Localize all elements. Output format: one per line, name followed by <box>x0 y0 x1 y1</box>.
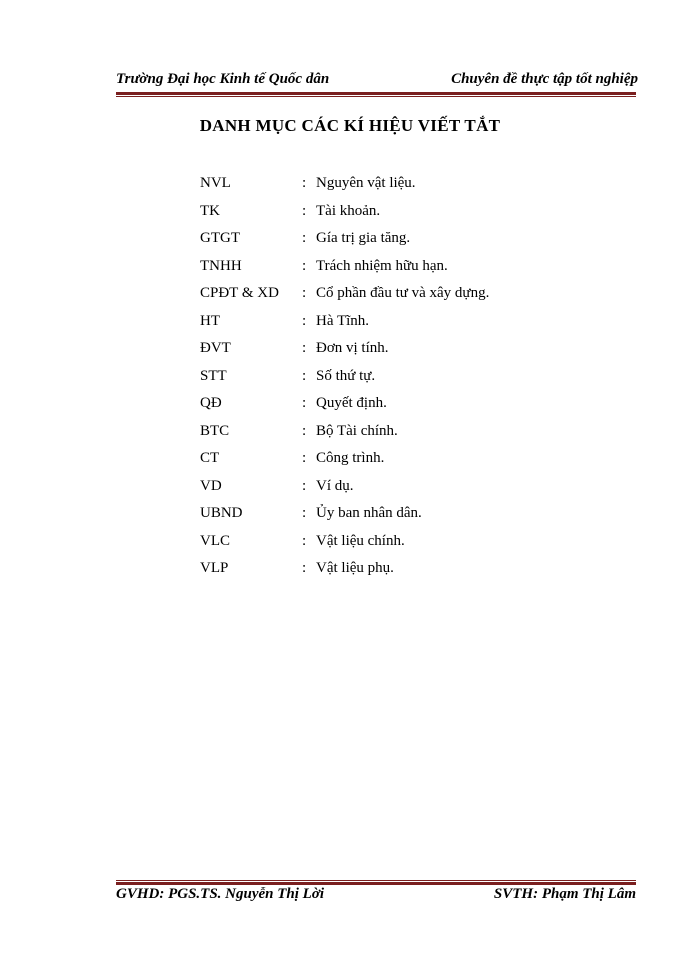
abbreviation-code: UBND <box>200 505 243 521</box>
abbreviation-meaning: Bộ Tài chính. <box>316 422 398 439</box>
abbreviation-code: TK <box>200 202 220 219</box>
abbreviation-separator: : <box>302 477 307 494</box>
abbreviation-row <box>200 475 620 503</box>
header-rule-thick <box>116 92 636 95</box>
header-report-type: Chuyên đề thực tập tốt nghiệp <box>451 71 638 87</box>
abbreviation-separator: : <box>302 257 307 274</box>
abbreviation-meaning: Công trình. <box>316 450 385 466</box>
abbreviation-separator: : <box>302 230 307 246</box>
abbreviation-meaning: Trách nhiệm hữu hạn. <box>316 257 448 274</box>
header-rule-thin <box>116 96 636 97</box>
abbreviation-row <box>200 447 620 475</box>
abbreviation-row <box>200 200 620 228</box>
abbreviation-list <box>200 172 620 585</box>
header-university: Trường Đại học Kinh tế Quốc dân <box>116 71 330 87</box>
abbreviation-code: ĐVT <box>200 340 231 356</box>
footer-supervisor: GVHD: PGS.TS. Nguyễn Thị Lời <box>116 886 325 902</box>
abbreviation-meaning: Nguyên vật liệu. <box>316 175 416 191</box>
abbreviation-row <box>200 420 620 448</box>
abbreviation-meaning: Số thứ tự. <box>316 367 376 384</box>
abbreviation-separator: : <box>302 340 307 356</box>
page-footer <box>116 886 636 906</box>
abbreviation-meaning: Đơn vị tính. <box>316 340 389 356</box>
abbreviation-meaning: Tài khoản. <box>316 202 381 219</box>
abbreviation-meaning: Ví dụ. <box>316 477 354 494</box>
abbreviation-separator: : <box>302 202 307 219</box>
abbreviation-meaning: Vật liệu chính. <box>316 532 405 549</box>
abbreviation-separator: : <box>302 422 307 439</box>
abbreviation-separator: : <box>302 285 307 301</box>
abbreviation-code: GTGT <box>200 230 240 246</box>
abbreviation-row <box>200 530 620 558</box>
abbreviation-separator: : <box>302 450 307 466</box>
abbreviation-code: VLP <box>200 560 229 576</box>
footer-rule-thin <box>116 880 636 881</box>
abbreviation-row <box>200 227 620 255</box>
abbreviation-meaning: Cổ phần đầu tư và xây dựng. <box>316 285 490 301</box>
abbreviation-meaning: Quyết định. <box>316 395 387 411</box>
footer-student: SVTH: Phạm Thị Lâm <box>493 886 636 902</box>
abbreviation-separator: : <box>302 532 307 549</box>
abbreviation-code: STT <box>200 367 227 384</box>
abbreviation-code: BTC <box>200 422 230 439</box>
abbreviation-separator: : <box>302 367 307 384</box>
footer-rule-thick <box>116 882 636 885</box>
abbreviation-row <box>200 337 620 365</box>
abbreviation-separator: : <box>302 312 307 329</box>
abbreviation-row <box>200 557 620 585</box>
abbreviation-row <box>200 255 620 283</box>
abbreviation-separator: : <box>302 175 307 191</box>
abbreviation-row <box>200 310 620 338</box>
abbreviation-separator: : <box>302 560 307 576</box>
abbreviation-meaning: Vật liệu phụ. <box>316 560 394 576</box>
page-title: DANH MỤC CÁC KÍ HIỆU VIẾT TẮT <box>199 116 501 135</box>
abbreviation-code: NVL <box>200 175 231 191</box>
abbreviation-code: TNHH <box>200 257 242 274</box>
abbreviation-row <box>200 365 620 393</box>
abbreviation-code: VD <box>200 477 222 494</box>
abbreviation-meaning: Gía trị gia tăng. <box>316 230 411 246</box>
abbreviation-code: HT <box>200 312 220 329</box>
abbreviation-meaning: Ủy ban nhân dân. <box>316 505 422 521</box>
abbreviation-code: VLC <box>200 532 230 549</box>
page-header <box>116 71 636 93</box>
abbreviation-code: CPĐT & XD <box>200 285 279 301</box>
abbreviation-row <box>200 502 620 530</box>
abbreviation-separator: : <box>302 395 307 411</box>
abbreviation-separator: : <box>302 505 307 521</box>
abbreviation-code: QĐ <box>200 395 222 411</box>
abbreviation-row <box>200 282 620 310</box>
abbreviation-meaning: Hà Tĩnh. <box>316 312 370 329</box>
abbreviation-row <box>200 392 620 420</box>
abbreviation-row <box>200 172 620 200</box>
abbreviation-code: CT <box>200 450 220 466</box>
